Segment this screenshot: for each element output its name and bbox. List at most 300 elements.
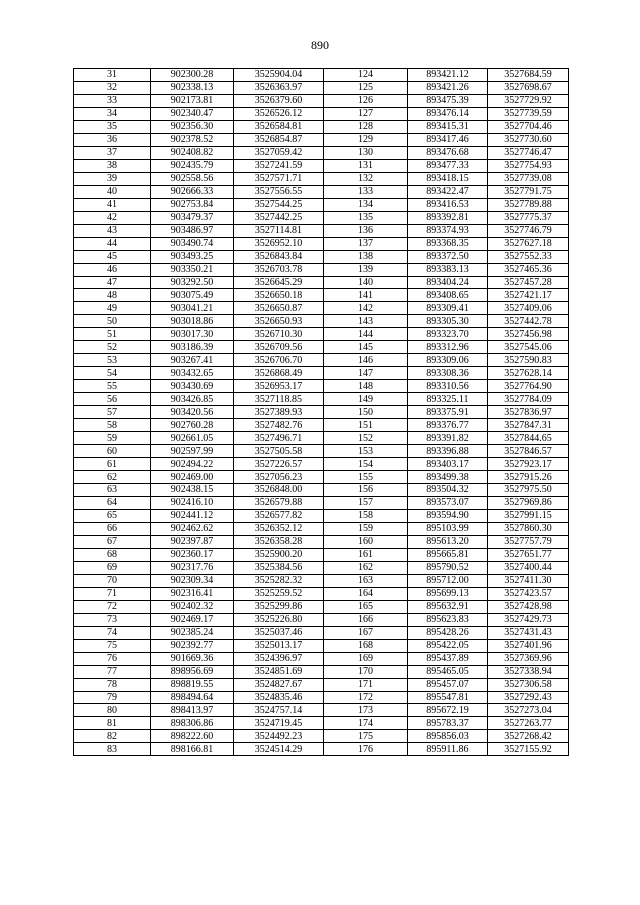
y-coordinate-right: 3527401.96 — [488, 639, 569, 652]
table-row — [74, 522, 569, 535]
point-number-right: 125 — [324, 81, 408, 94]
x-coordinate-right: 893374.93 — [408, 224, 488, 237]
y-coordinate-left: 3524827.67 — [234, 678, 324, 691]
point-number-right: 150 — [324, 406, 408, 419]
point-number-left: 40 — [74, 185, 151, 198]
x-coordinate-right: 895457.07 — [408, 678, 488, 691]
point-number-left: 69 — [74, 561, 151, 574]
y-coordinate-left: 3526710.30 — [234, 328, 324, 341]
x-coordinate-right: 893475.39 — [408, 94, 488, 107]
x-coordinate-left: 903267.41 — [151, 354, 234, 367]
y-coordinate-left: 3525900.20 — [234, 548, 324, 561]
point-number-right: 131 — [324, 159, 408, 172]
y-coordinate-left: 3527059.42 — [234, 146, 324, 159]
point-number-left: 51 — [74, 328, 151, 341]
x-coordinate-right: 895712.00 — [408, 574, 488, 587]
point-number-right: 137 — [324, 237, 408, 250]
table-row — [74, 69, 569, 82]
y-coordinate-right: 3527590.83 — [488, 354, 569, 367]
table-row — [74, 458, 569, 471]
point-number-left: 54 — [74, 367, 151, 380]
y-coordinate-left: 3526952.10 — [234, 237, 324, 250]
y-coordinate-right: 3527552.33 — [488, 250, 569, 263]
x-coordinate-left: 902408.82 — [151, 146, 234, 159]
table-row — [74, 730, 569, 743]
y-coordinate-left: 3527114.81 — [234, 224, 324, 237]
table-row — [74, 393, 569, 406]
table-row — [74, 367, 569, 380]
point-number-right: 128 — [324, 120, 408, 133]
x-coordinate-left: 902402.32 — [151, 600, 234, 613]
x-coordinate-right: 895790.52 — [408, 561, 488, 574]
point-number-right: 172 — [324, 691, 408, 704]
x-coordinate-left: 903432.65 — [151, 367, 234, 380]
point-number-left: 42 — [74, 211, 151, 224]
coordinates-table-body — [74, 69, 569, 756]
point-number-left: 35 — [74, 120, 151, 133]
point-number-left: 74 — [74, 626, 151, 639]
point-number-left: 47 — [74, 276, 151, 289]
x-coordinate-right: 893573.07 — [408, 496, 488, 509]
point-number-left: 55 — [74, 380, 151, 393]
x-coordinate-left: 902462.62 — [151, 522, 234, 535]
table-row — [74, 81, 569, 94]
table-row — [74, 652, 569, 665]
point-number-left: 50 — [74, 315, 151, 328]
table-row — [74, 535, 569, 548]
point-number-right: 170 — [324, 665, 408, 678]
x-coordinate-right: 893305.30 — [408, 315, 488, 328]
x-coordinate-left: 898306.86 — [151, 717, 234, 730]
x-coordinate-right: 893310.56 — [408, 380, 488, 393]
y-coordinate-left: 3525904.04 — [234, 69, 324, 82]
point-number-right: 139 — [324, 263, 408, 276]
x-coordinate-left: 902360.17 — [151, 548, 234, 561]
point-number-left: 71 — [74, 587, 151, 600]
y-coordinate-right: 3527975.50 — [488, 484, 569, 497]
x-coordinate-left: 902392.77 — [151, 639, 234, 652]
point-number-left: 39 — [74, 172, 151, 185]
point-number-left: 67 — [74, 535, 151, 548]
y-coordinate-right: 3527628.14 — [488, 367, 569, 380]
x-coordinate-right: 895783.37 — [408, 717, 488, 730]
table-row — [74, 445, 569, 458]
y-coordinate-right: 3527730.60 — [488, 133, 569, 146]
x-coordinate-left: 902397.87 — [151, 535, 234, 548]
point-number-right: 138 — [324, 250, 408, 263]
table-row — [74, 276, 569, 289]
table-row — [74, 211, 569, 224]
y-coordinate-left: 3526645.29 — [234, 276, 324, 289]
y-coordinate-left: 3526650.87 — [234, 302, 324, 315]
point-number-left: 81 — [74, 717, 151, 730]
y-coordinate-right: 3527739.59 — [488, 107, 569, 120]
table-row — [74, 496, 569, 509]
point-number-left: 65 — [74, 509, 151, 522]
y-coordinate-right: 3527684.59 — [488, 69, 569, 82]
x-coordinate-right: 893312.96 — [408, 341, 488, 354]
x-coordinate-left: 902435.79 — [151, 159, 234, 172]
y-coordinate-left: 3526848.00 — [234, 484, 324, 497]
y-coordinate-right: 3527456.98 — [488, 328, 569, 341]
y-coordinate-left: 3526526.12 — [234, 107, 324, 120]
point-number-right: 175 — [324, 730, 408, 743]
point-number-right: 156 — [324, 484, 408, 497]
y-coordinate-left: 3527056.23 — [234, 471, 324, 484]
y-coordinate-right: 3527791.75 — [488, 185, 569, 198]
x-coordinate-right: 893309.41 — [408, 302, 488, 315]
x-coordinate-left: 902438.15 — [151, 484, 234, 497]
y-coordinate-right: 3527545.06 — [488, 341, 569, 354]
point-number-right: 159 — [324, 522, 408, 535]
x-coordinate-left: 902469.17 — [151, 613, 234, 626]
point-number-right: 154 — [324, 458, 408, 471]
point-number-right: 174 — [324, 717, 408, 730]
point-number-left: 73 — [74, 613, 151, 626]
x-coordinate-left: 902416.10 — [151, 496, 234, 509]
x-coordinate-right: 893376.77 — [408, 419, 488, 432]
y-coordinate-left: 3527505.58 — [234, 445, 324, 458]
table-row — [74, 471, 569, 484]
x-coordinate-right: 895911.86 — [408, 743, 488, 756]
table-row — [74, 484, 569, 497]
y-coordinate-left: 3526868.49 — [234, 367, 324, 380]
point-number-left: 68 — [74, 548, 151, 561]
x-coordinate-left: 903186.39 — [151, 341, 234, 354]
point-number-right: 142 — [324, 302, 408, 315]
y-coordinate-right: 3527431.43 — [488, 626, 569, 639]
table-row — [74, 328, 569, 341]
y-coordinate-right: 3527836.97 — [488, 406, 569, 419]
table-row — [74, 380, 569, 393]
x-coordinate-right: 893476.14 — [408, 107, 488, 120]
x-coordinate-right: 895699.13 — [408, 587, 488, 600]
y-coordinate-right: 3527423.57 — [488, 587, 569, 600]
y-coordinate-right: 3527369.96 — [488, 652, 569, 665]
x-coordinate-right: 893308.36 — [408, 367, 488, 380]
x-coordinate-left: 902661.05 — [151, 432, 234, 445]
point-number-left: 49 — [74, 302, 151, 315]
point-number-right: 171 — [324, 678, 408, 691]
y-coordinate-left: 3526650.18 — [234, 289, 324, 302]
point-number-right: 162 — [324, 561, 408, 574]
y-coordinate-right: 3527746.47 — [488, 146, 569, 159]
y-coordinate-right: 3527698.67 — [488, 81, 569, 94]
table-row — [74, 743, 569, 756]
y-coordinate-right: 3527784.09 — [488, 393, 569, 406]
table-row — [74, 172, 569, 185]
point-number-right: 167 — [324, 626, 408, 639]
x-coordinate-left: 903017.30 — [151, 328, 234, 341]
x-coordinate-right: 895632.91 — [408, 600, 488, 613]
point-number-right: 130 — [324, 146, 408, 159]
y-coordinate-left: 3527482.76 — [234, 419, 324, 432]
y-coordinate-left: 3527442.25 — [234, 211, 324, 224]
y-coordinate-left: 3526953.17 — [234, 380, 324, 393]
x-coordinate-left: 898166.81 — [151, 743, 234, 756]
x-coordinate-left: 898819.55 — [151, 678, 234, 691]
y-coordinate-left: 3524851.69 — [234, 665, 324, 678]
table-row — [74, 185, 569, 198]
x-coordinate-left: 898956.69 — [151, 665, 234, 678]
point-number-left: 38 — [74, 159, 151, 172]
point-number-left: 66 — [74, 522, 151, 535]
y-coordinate-left: 3524757.14 — [234, 704, 324, 717]
point-number-left: 57 — [74, 406, 151, 419]
y-coordinate-left: 3526703.78 — [234, 263, 324, 276]
point-number-right: 173 — [324, 704, 408, 717]
table-row — [74, 509, 569, 522]
x-coordinate-left: 903486.97 — [151, 224, 234, 237]
table-row — [74, 146, 569, 159]
point-number-left: 58 — [74, 419, 151, 432]
table-row — [74, 133, 569, 146]
table-row — [74, 224, 569, 237]
y-coordinate-left: 3525299.86 — [234, 600, 324, 613]
point-number-right: 145 — [324, 341, 408, 354]
y-coordinate-left: 3526352.12 — [234, 522, 324, 535]
y-coordinate-right: 3527844.65 — [488, 432, 569, 445]
x-coordinate-right: 893476.68 — [408, 146, 488, 159]
point-number-left: 37 — [74, 146, 151, 159]
y-coordinate-left: 3524514.29 — [234, 743, 324, 756]
point-number-left: 41 — [74, 198, 151, 211]
y-coordinate-right: 3527969.86 — [488, 496, 569, 509]
point-number-left: 64 — [74, 496, 151, 509]
point-number-left: 72 — [74, 600, 151, 613]
x-coordinate-left: 902558.56 — [151, 172, 234, 185]
point-number-left: 56 — [74, 393, 151, 406]
point-number-right: 163 — [324, 574, 408, 587]
y-coordinate-right: 3527429.73 — [488, 613, 569, 626]
y-coordinate-right: 3527409.06 — [488, 302, 569, 315]
point-number-left: 83 — [74, 743, 151, 756]
table-row — [74, 250, 569, 263]
table-row — [74, 574, 569, 587]
coordinates-table — [73, 68, 569, 756]
table-row — [74, 159, 569, 172]
y-coordinate-left: 3526358.28 — [234, 535, 324, 548]
x-coordinate-left: 903490.74 — [151, 237, 234, 250]
x-coordinate-left: 903350.21 — [151, 263, 234, 276]
x-coordinate-right: 893323.70 — [408, 328, 488, 341]
y-coordinate-left: 3527118.85 — [234, 393, 324, 406]
table-row — [74, 665, 569, 678]
x-coordinate-right: 895465.05 — [408, 665, 488, 678]
y-coordinate-left: 3527226.57 — [234, 458, 324, 471]
table-row — [74, 354, 569, 367]
point-number-right: 155 — [324, 471, 408, 484]
y-coordinate-right: 3527428.98 — [488, 600, 569, 613]
point-number-right: 129 — [324, 133, 408, 146]
x-coordinate-left: 902300.28 — [151, 69, 234, 82]
point-number-right: 165 — [324, 600, 408, 613]
point-number-left: 76 — [74, 652, 151, 665]
y-coordinate-left: 3526579.88 — [234, 496, 324, 509]
y-coordinate-left: 3526706.70 — [234, 354, 324, 367]
x-coordinate-right: 893391.82 — [408, 432, 488, 445]
y-coordinate-right: 3527915.26 — [488, 471, 569, 484]
point-number-left: 34 — [74, 107, 151, 120]
x-coordinate-left: 902597.99 — [151, 445, 234, 458]
x-coordinate-right: 893416.53 — [408, 198, 488, 211]
y-coordinate-right: 3527923.17 — [488, 458, 569, 471]
y-coordinate-left: 3524396.97 — [234, 652, 324, 665]
y-coordinate-left: 3526843.84 — [234, 250, 324, 263]
y-coordinate-right: 3527754.93 — [488, 159, 569, 172]
y-coordinate-right: 3527306.58 — [488, 678, 569, 691]
x-coordinate-right: 893415.31 — [408, 120, 488, 133]
point-number-left: 52 — [74, 341, 151, 354]
point-number-right: 134 — [324, 198, 408, 211]
x-coordinate-right: 893418.15 — [408, 172, 488, 185]
x-coordinate-right: 893309.06 — [408, 354, 488, 367]
point-number-left: 48 — [74, 289, 151, 302]
table-row — [74, 198, 569, 211]
y-coordinate-left: 3525226.80 — [234, 613, 324, 626]
x-coordinate-left: 902441.12 — [151, 509, 234, 522]
point-number-right: 158 — [324, 509, 408, 522]
point-number-right: 133 — [324, 185, 408, 198]
y-coordinate-right: 3527338.94 — [488, 665, 569, 678]
y-coordinate-left: 3525282.32 — [234, 574, 324, 587]
table-row — [74, 561, 569, 574]
point-number-right: 147 — [324, 367, 408, 380]
y-coordinate-left: 3526709.56 — [234, 341, 324, 354]
x-coordinate-left: 903018.86 — [151, 315, 234, 328]
y-coordinate-right: 3527457.28 — [488, 276, 569, 289]
table-row — [74, 639, 569, 652]
table-row — [74, 678, 569, 691]
y-coordinate-right: 3527273.04 — [488, 704, 569, 717]
y-coordinate-right: 3527789.88 — [488, 198, 569, 211]
table-row — [74, 587, 569, 600]
table-row — [74, 548, 569, 561]
y-coordinate-right: 3527651.77 — [488, 548, 569, 561]
point-number-left: 31 — [74, 69, 151, 82]
x-coordinate-right: 895422.05 — [408, 639, 488, 652]
x-coordinate-right: 893403.17 — [408, 458, 488, 471]
y-coordinate-right: 3527746.79 — [488, 224, 569, 237]
x-coordinate-left: 898413.97 — [151, 704, 234, 717]
y-coordinate-right: 3527400.44 — [488, 561, 569, 574]
y-coordinate-left: 3526379.60 — [234, 94, 324, 107]
y-coordinate-right: 3527846.57 — [488, 445, 569, 458]
point-number-left: 33 — [74, 94, 151, 107]
table-row — [74, 341, 569, 354]
x-coordinate-left: 902385.24 — [151, 626, 234, 639]
x-coordinate-right: 893421.12 — [408, 69, 488, 82]
point-number-right: 164 — [324, 587, 408, 600]
table-row — [74, 94, 569, 107]
y-coordinate-right: 3527991.15 — [488, 509, 569, 522]
x-coordinate-right: 895623.83 — [408, 613, 488, 626]
point-number-right: 169 — [324, 652, 408, 665]
x-coordinate-right: 893477.33 — [408, 159, 488, 172]
y-coordinate-left: 3526854.87 — [234, 133, 324, 146]
x-coordinate-right: 893504.32 — [408, 484, 488, 497]
x-coordinate-right: 893417.46 — [408, 133, 488, 146]
table-row — [74, 315, 569, 328]
point-number-right: 146 — [324, 354, 408, 367]
x-coordinate-left: 902469.00 — [151, 471, 234, 484]
table-row — [74, 406, 569, 419]
point-number-left: 45 — [74, 250, 151, 263]
point-number-left: 79 — [74, 691, 151, 704]
y-coordinate-left: 3527544.25 — [234, 198, 324, 211]
y-coordinate-left: 3525259.52 — [234, 587, 324, 600]
x-coordinate-right: 893499.38 — [408, 471, 488, 484]
x-coordinate-right: 893383.13 — [408, 263, 488, 276]
point-number-left: 62 — [74, 471, 151, 484]
point-number-right: 152 — [324, 432, 408, 445]
x-coordinate-left: 903041.21 — [151, 302, 234, 315]
x-coordinate-right: 895613.20 — [408, 535, 488, 548]
point-number-left: 75 — [74, 639, 151, 652]
x-coordinate-left: 903075.49 — [151, 289, 234, 302]
point-number-right: 160 — [324, 535, 408, 548]
y-coordinate-left: 3524719.45 — [234, 717, 324, 730]
x-coordinate-left: 901669.36 — [151, 652, 234, 665]
y-coordinate-right: 3527627.18 — [488, 237, 569, 250]
table-row — [74, 302, 569, 315]
table-row — [74, 289, 569, 302]
x-coordinate-left: 902753.84 — [151, 198, 234, 211]
y-coordinate-right: 3527421.17 — [488, 289, 569, 302]
y-coordinate-right: 3527739.08 — [488, 172, 569, 185]
x-coordinate-right: 893408.65 — [408, 289, 488, 302]
point-number-right: 176 — [324, 743, 408, 756]
point-number-left: 78 — [74, 678, 151, 691]
point-number-right: 136 — [324, 224, 408, 237]
point-number-left: 60 — [74, 445, 151, 458]
point-number-right: 140 — [324, 276, 408, 289]
point-number-left: 53 — [74, 354, 151, 367]
y-coordinate-right: 3527268.42 — [488, 730, 569, 743]
point-number-right: 161 — [324, 548, 408, 561]
y-coordinate-right: 3527155.92 — [488, 743, 569, 756]
x-coordinate-right: 895856.03 — [408, 730, 488, 743]
point-number-right: 143 — [324, 315, 408, 328]
point-number-left: 44 — [74, 237, 151, 250]
x-coordinate-left: 902494.22 — [151, 458, 234, 471]
point-number-right: 132 — [324, 172, 408, 185]
point-number-right: 151 — [324, 419, 408, 432]
table-row — [74, 120, 569, 133]
y-coordinate-left: 3527571.71 — [234, 172, 324, 185]
table-row — [74, 613, 569, 626]
x-coordinate-left: 903430.69 — [151, 380, 234, 393]
table-row — [74, 432, 569, 445]
x-coordinate-left: 902309.34 — [151, 574, 234, 587]
x-coordinate-left: 898494.64 — [151, 691, 234, 704]
y-coordinate-right: 3527860.30 — [488, 522, 569, 535]
y-coordinate-left: 3527241.59 — [234, 159, 324, 172]
page-number: 890 — [311, 38, 329, 52]
y-coordinate-right: 3527775.37 — [488, 211, 569, 224]
x-coordinate-right: 895665.81 — [408, 548, 488, 561]
x-coordinate-right: 895428.26 — [408, 626, 488, 639]
y-coordinate-right: 3527263.77 — [488, 717, 569, 730]
x-coordinate-right: 893422.47 — [408, 185, 488, 198]
table-row — [74, 419, 569, 432]
x-coordinate-right: 893594.90 — [408, 509, 488, 522]
point-number-left: 63 — [74, 484, 151, 497]
point-number-right: 141 — [324, 289, 408, 302]
x-coordinate-left: 903426.85 — [151, 393, 234, 406]
x-coordinate-left: 902317.76 — [151, 561, 234, 574]
point-number-right: 148 — [324, 380, 408, 393]
